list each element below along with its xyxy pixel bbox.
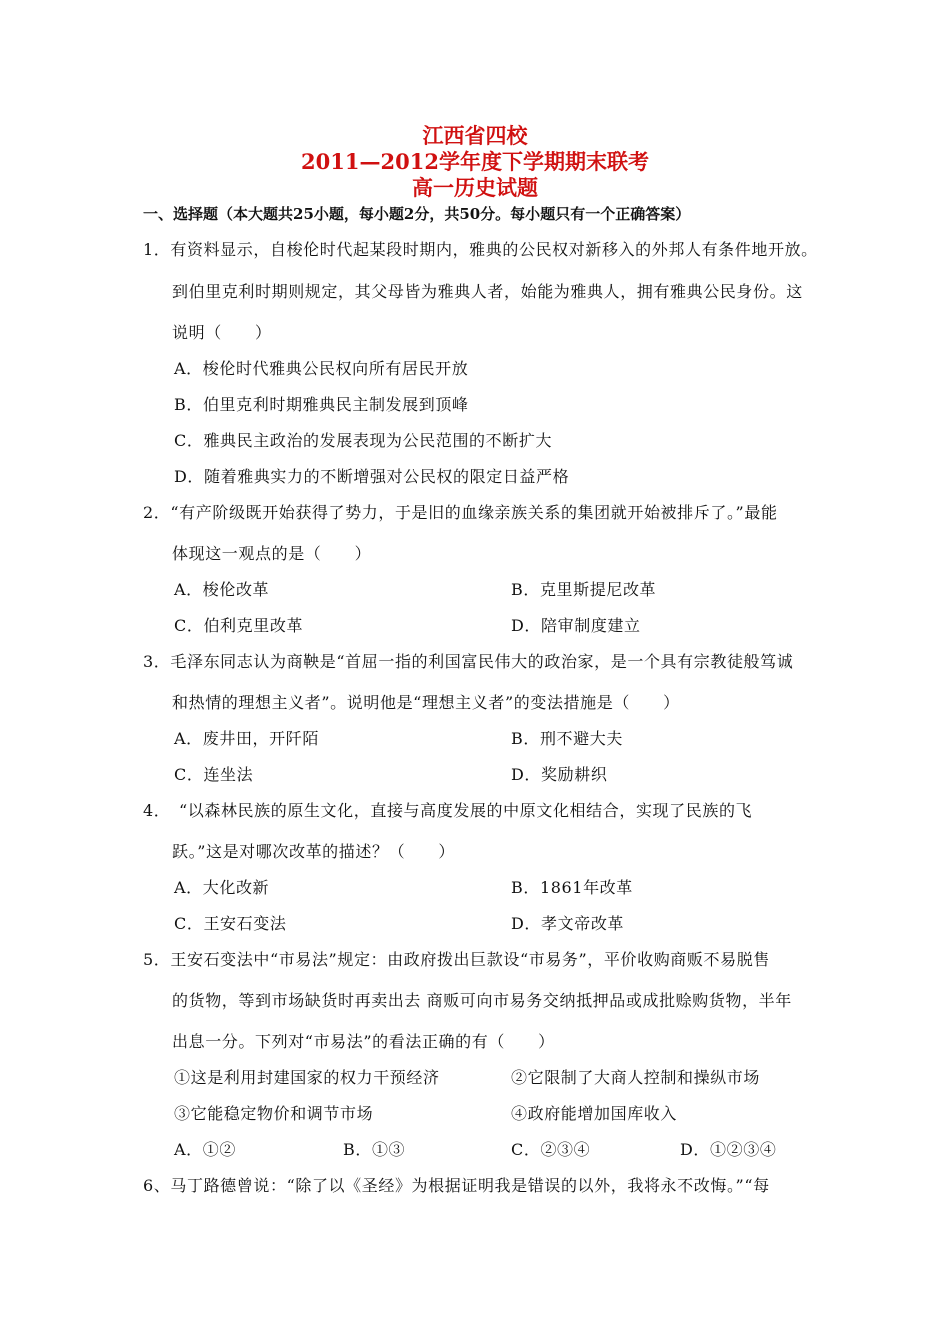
question-text-line: 5．王安石变法中“市易法”规定：由政府拨出巨款设“市易务”，平价收购商贩不易脱售 — [143, 950, 770, 969]
option-a: A．梭伦改革 — [174, 580, 270, 599]
question-text-line: 4． “以森林民族的原生文化，直接与高度发展的中原文化相结合，实现了民族的飞 — [143, 801, 753, 820]
statement-3: ③它能稳定物价和调节市场 — [174, 1104, 374, 1123]
question-text-line: 出息一分。下列对“市易法”的看法正确的有（ ） — [172, 1032, 555, 1051]
exam-term-title: 2011—2012学年度下学期期末联考 — [301, 149, 649, 174]
option-c: C．②③④ — [511, 1140, 591, 1159]
option-b: B．①③ — [343, 1140, 406, 1159]
option-c: C．连坐法 — [174, 765, 254, 784]
option-c: C．雅典民主政治的发展表现为公民范围的不断扩大 — [174, 431, 553, 450]
question-text-line: 说明（ ） — [172, 323, 272, 342]
question-text-line: 到伯里克利时期则规定，其父母皆为雅典人者，始能为雅典人，拥有雅典公民身份。这 — [172, 282, 803, 301]
option-a: A．①② — [174, 1140, 236, 1159]
statement-2: ②它限制了大商人控制和操纵市场 — [511, 1068, 761, 1087]
statement-1: ①这是利用封建国家的权力干预经济 — [174, 1068, 440, 1087]
option-b: B．伯里克利时期雅典民主制发展到顶峰 — [174, 395, 469, 414]
option-a: A．梭伦时代雅典公民权向所有居民开放 — [174, 359, 469, 378]
question-text-line: 的货物，等到市场缺货时再卖出去 商贩可向市易务交纳抵押品或成批赊购货物，半年 — [172, 991, 792, 1010]
option-d: D．陪审制度建立 — [511, 616, 641, 635]
option-b: B．克里斯提尼改革 — [511, 580, 657, 599]
option-a: A．废井田，开阡陌 — [174, 729, 319, 748]
question-text-line: 3．毛泽东同志认为商鞅是“首屈一指的利国富民伟大的政治家，是一个具有宗教徒般笃诚 — [143, 652, 794, 671]
option-c: C．王安石变法 — [174, 914, 287, 933]
option-d: D．随着雅典实力的不断增强对公民权的限定日益严格 — [174, 467, 570, 486]
question-text-line: 6、马丁路德曾说：“除了以《圣经》为根据证明我是错误的以外，我将永不改悔。”“每 — [143, 1176, 770, 1195]
option-d: D．奖励耕织 — [511, 765, 608, 784]
statement-4: ④政府能增加国库收入 — [511, 1104, 678, 1123]
question-text-line: 2．“有产阶级既开始获得了势力，于是旧的血缘亲族关系的集团就开始被排斥了。”最能 — [143, 503, 778, 522]
question-text-line: 体现这一观点的是（ ） — [172, 544, 372, 563]
option-c: C．伯利克里改革 — [174, 616, 304, 635]
question-text-line: 和热情的理想主义者”。说明他是“理想主义者”的变法措施是（ ） — [172, 693, 680, 712]
question-text-line: 1．有资料显示，自梭伦时代起某段时期内，雅典的公民权对新移入的外邦人有条件地开放。 — [143, 240, 818, 259]
subject-title: 高一历史试题 — [412, 175, 538, 200]
school-title: 江西省四校 — [422, 123, 528, 148]
option-d: D．①②③④ — [680, 1140, 777, 1159]
question-text-line: 跃。”这是对哪次改革的描述？（ ） — [172, 842, 455, 861]
option-d: D．孝文帝改革 — [511, 914, 625, 933]
option-b: B．1861年改革 — [511, 878, 633, 897]
section-heading: 一、选择题（本大题共25小题，每小题2分，共50分。每小题只有一个正确答案） — [143, 205, 691, 223]
option-a: A．大化改新 — [174, 878, 270, 897]
option-b: B．刑不避大夫 — [511, 729, 623, 748]
